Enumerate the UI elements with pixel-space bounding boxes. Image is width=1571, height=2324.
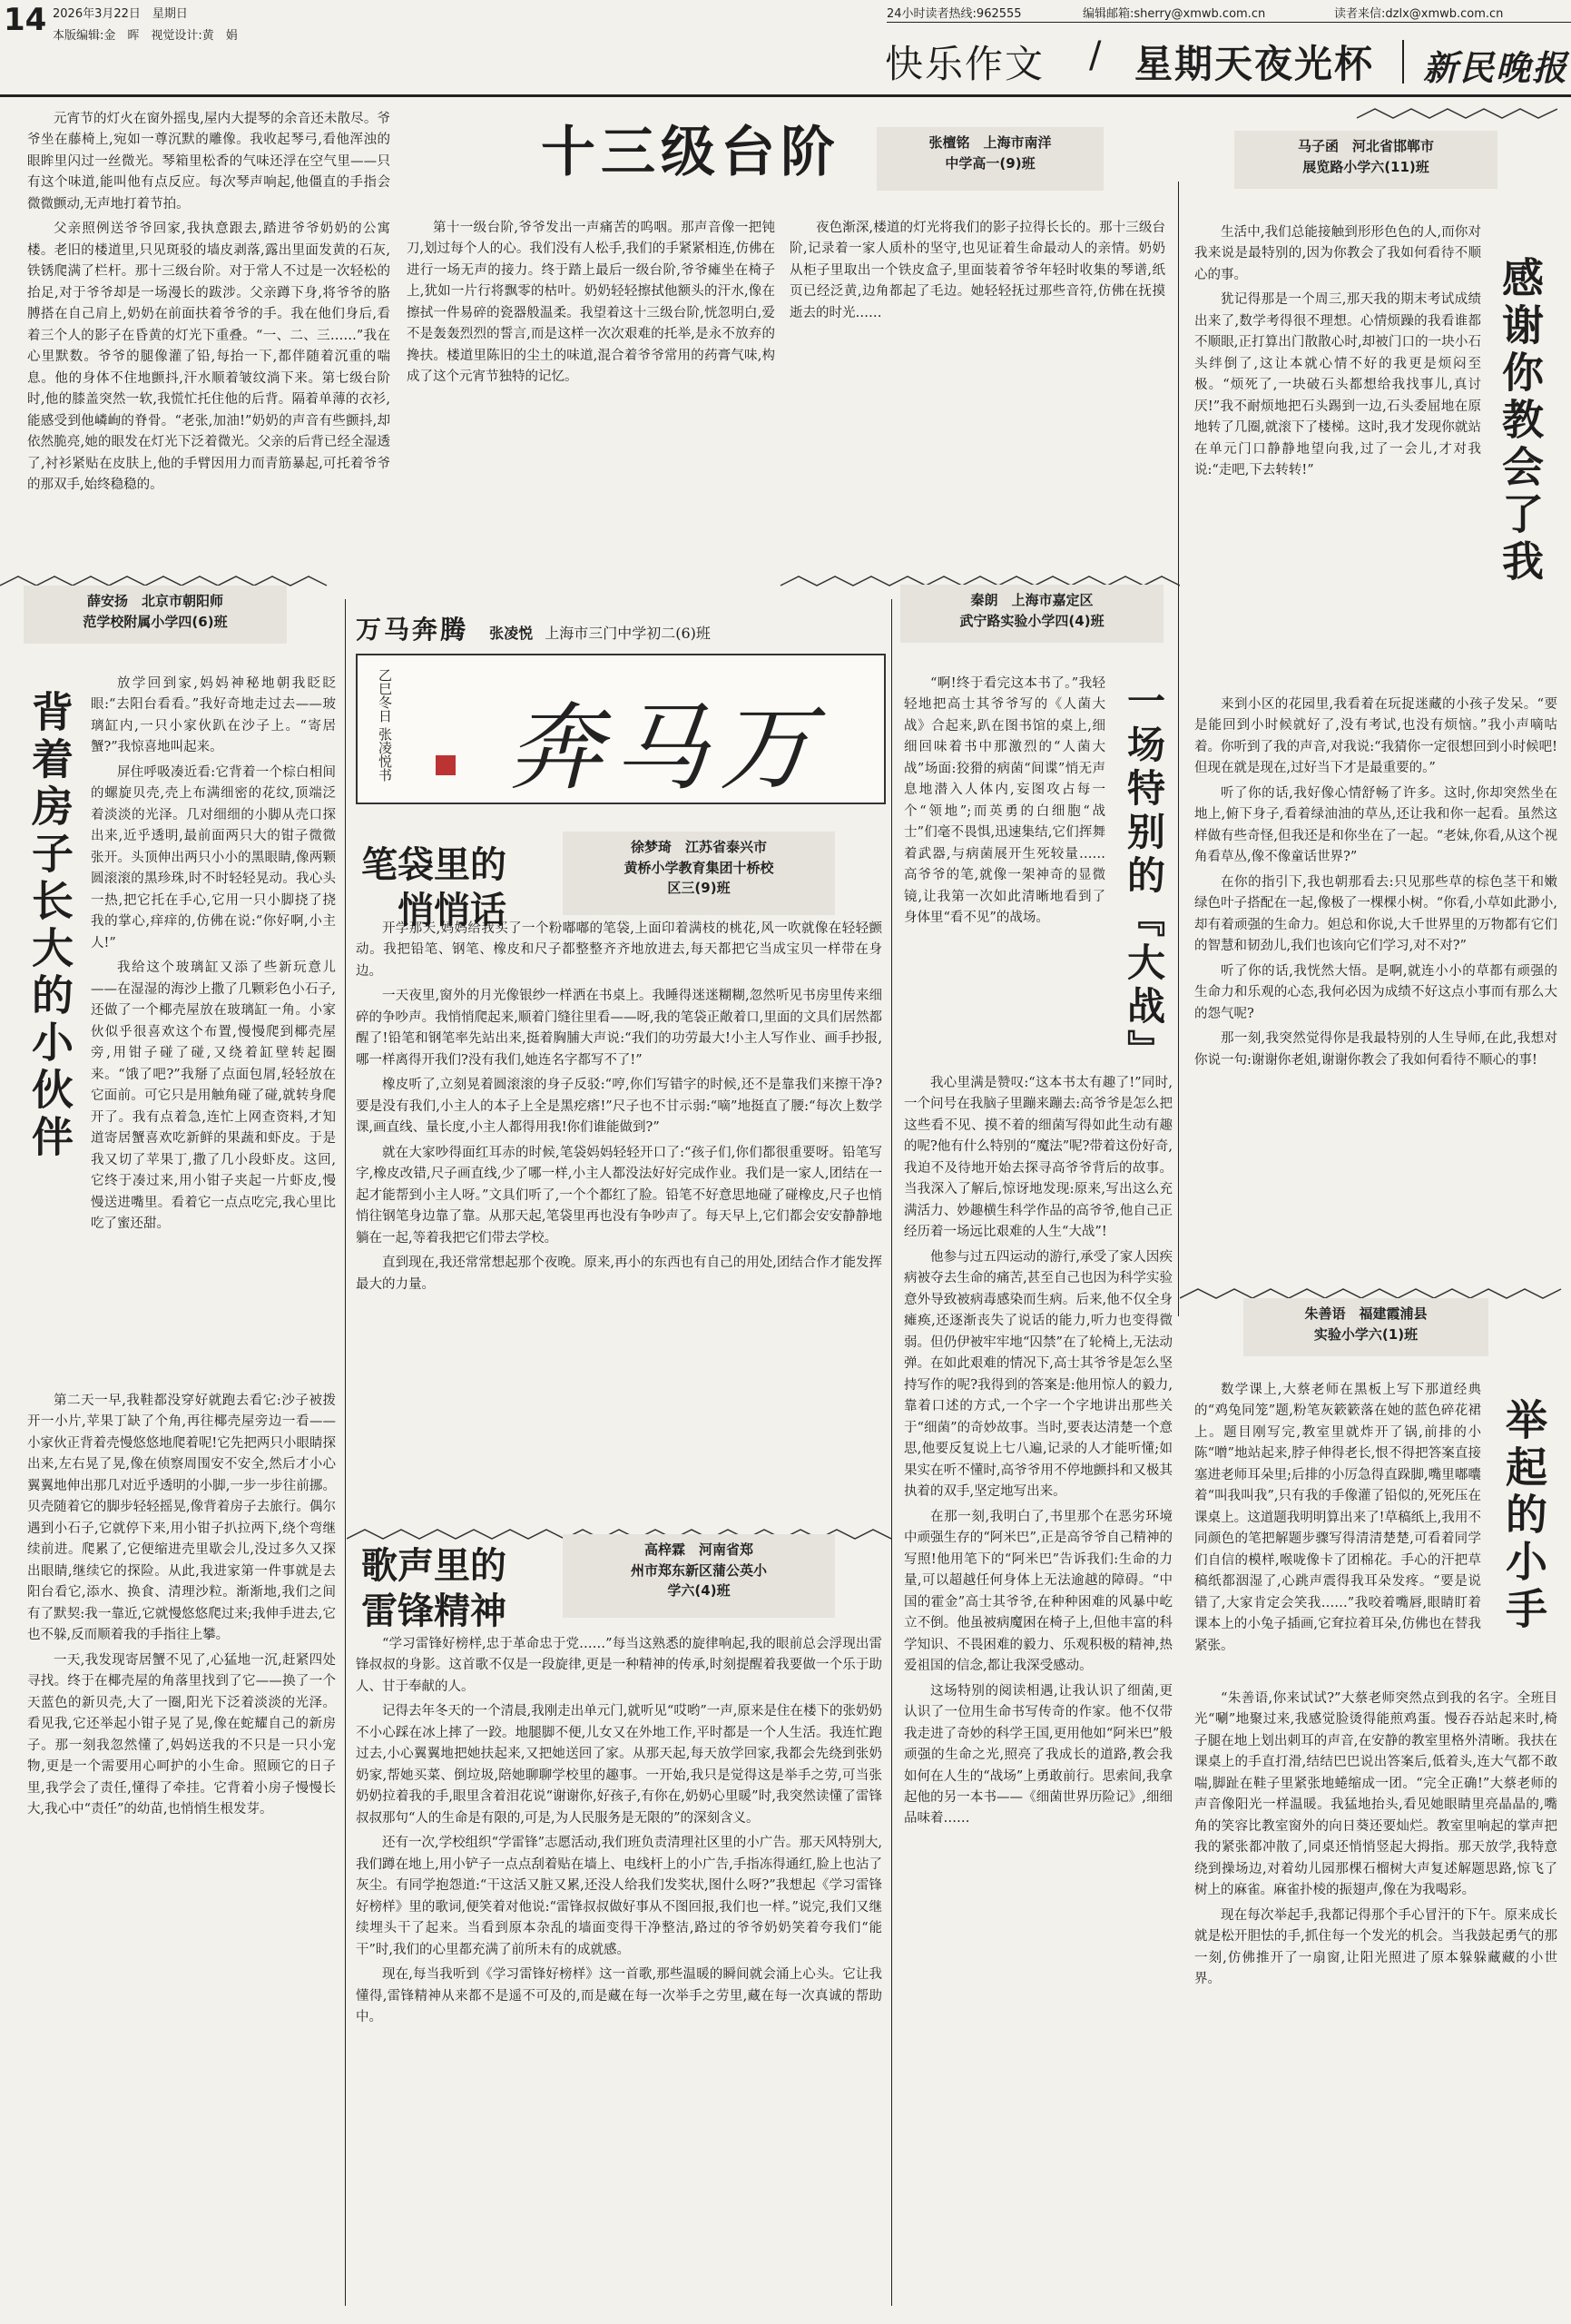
paragraph: 我给这个玻璃缸又添了些新玩意儿——在湿湿的海沙上撒了几颗彩色小石子,还做了一个椰壳屋放在玻璃缸一角。小家伙似乎很喜欢这个布置,慢慢爬到椰壳屋旁,用钳子碰了碰,又绕着缸壁转起圈来。“饿了吧?”我掰了点面包屑,轻轻放在它面前。可它只是用触角碰了碰,就转身爬开了。我有点着急,连忙上网查资料,才知道寄居蟹喜欢吃新鲜的果蔬和虾皮。于是我又切了苹果丁,撒了几小段虾皮。这回,它终于凑过来,用小钳子夹起一片虾皮,慢慢送进嘴里。看着它一点点吃完,我心里比吃了蜜还甜。 [91, 960, 336, 1232]
school-class: 范学校附属小学四(6)班 [83, 613, 228, 630]
paragraph: 一天,我发现寄居蟹不见了,心猛地一沉,赶紧四处寻找。终于在椰壳屋的角落里找到了它——换了一个天蓝色的新贝壳,大了一圈,阳光下泛着淡淡的光泽。看见我,它还举起小钳子晃了晃,像在蛇耀自己的新房子。那一刻我忽然懂了,妈妈送我的不只是一只小宠物,更是一个需要用心呵护的小生命。照顾它的日子里,我学会了责任,懂得了牵挂。它背着小房子慢慢长大,我心中“责任”的幼苗,也悄悄生根发芽。 [27, 1652, 336, 1817]
paragraph: 来到小区的花园里,我看着在玩捉迷藏的小孩子发呆。“要是能回到小时候就好了,没有考试,也没有烦恼。”我小声嘀咕着。你听到了我的声音,对我说:“我猜你一定很想回到小时候吧!但现在就是现在,过好当下才是最重要的。” [1194, 697, 1557, 776]
author-box [1243, 1298, 1488, 1356]
header [0, 0, 1571, 102]
school-name: 上海市南洋 [983, 134, 1052, 151]
paragraph: 现在每次举起手,我都记得那个手心冒汗的下午。原来成长就是松开胆怯的手,抓住每一个发光的机会。当我鼓起勇气的那一刻,仿佛推开了一扇窗,让阳光照进了原本躲躲藏藏的小世界。 [1194, 1907, 1557, 1987]
calligraphy-strokes: 万马奔 [507, 693, 824, 803]
artist-name: 张凌悦 [489, 625, 534, 642]
paragraph: 在你的指引下,我也朝那看去:只见那些草的棕色茎干和嫩绿色叶子搭配在一起,像极了一棵棵小树。“你看,小草如此渺小,却有着顽强的生命力。妲总和你说,大千世界里的万物都有它们的智慧和韧劲儿,我们也该向它们学习,对不对?” [1194, 874, 1557, 954]
paragraph: 元宵节的灯火在窗外摇曳,屋内大提琴的余音还未散尽。爷爷坐在藤椅上,宛如一尊沉默的雕像。我收起琴弓,看他浑浊的眼眸里闪过一丝微光。琴箱里松香的气味还浮在空气里——只有这个味道,能叫他有点反应。每次琴声响起,他僵直的手指会微微颤动,无声地打着节拍。 [27, 112, 390, 212]
school-class: 展览路小学六(11)班 [1302, 158, 1429, 175]
article-title: 一场特别的『大战』 [1122, 681, 1166, 1073]
paragraph: 第十一级台阶,爷爷发出一声痛苦的呜咽。那声音像一把钝刀,划过每个人的心。我们没有人松手,我们的手紧紧相连,仿佛在进行一场无声的接力。终于踏上最后一级台阶,爷爷瘫坐在椅子上,犹如一片行将飘零的枯叶。奶奶轻轻擦拭他额头的汗水,像在擦拭一件易碎的瓷器般温柔。我望着这十三级台阶,恍忽明白,爱不是轰轰烈烈的誓言,而是这样一次次艰难的托举,是永不放弃的搀扶。楼道里陈旧的尘土的味道,混合着爷爷常用的药膏气味,构成了这个元宵节独特的记忆。 [407, 221, 775, 385]
author-name: 高梓霖 [643, 1541, 685, 1558]
paragraph: 还有一次,学校组织“学雷锋”志愿活动,我们班负责清理社区里的小广告。那天风特别大,我们蹲在地上,用小铲子一点点刮着贴在墙上、电线杆上的小广告,手指冻得通红,脸上也沾了灰尘。有同学抱怨道:“干这活又脏又累,还没人给我们发奖状,图什么呀?”我想起《学习雷锋好榜样》里的歌词,便笑着对他说:“雷锋叔叔做好事从不图回报,我们也一样。”说完,我们又继续埋头干了起来。当看到原本杂乱的墙面变得干净整洁,路过的爷爷奶奶笑着夸我们“能干”时,我们的心里都充满了前所未有的成就感。 [356, 1836, 882, 1957]
article-column [27, 1391, 336, 2308]
paragraph: 这场特别的阅读相遇,让我认识了细菌,更认识了一位用生命书写传奇的作家。他不仅带我走进了奇妙的科学王国,更用他如“阿米巴”般顽强的生命之光,照亮了我成长的道路,教会我如何在人生的“战场”上勇敢前行。思索间,我拿起他的另一本书——《细菌世界历险记》,细细品味着…… [904, 1683, 1173, 1827]
paragraph: 犹记得那是一个周三,那天我的期末考试成绩出来了,数学考得很不理想。心情烦躁的我看谁都不顺眼,正打算出门散散心时,却被门口的一块小石头绊倒了,这让本就心情不好的我更是烦闷至极。“烦死了,一块破石头都想给我找事儿,真讨厌!”我不耐烦地把石头踢到一边,石头委屈地在原地转了几圈,就滚下了楼梯。这时,我才发现你就站在单元门口静静地望向我,过了一会儿,才对我说:“走吧,下去转转!” [1194, 292, 1481, 478]
article-column [407, 218, 775, 572]
paragraph: 就在大家吵得面红耳赤的时候,笔袋妈妈轻轻开口了:“孩子们,你们都很重要呀。铅笔写字,橡皮改错,尺子画直线,少了哪一样,小主人都没法好好完成作业。我们是一家人,团结在一起才能帮到小主人呀。”文具们听了,一个个都红了脸。铅笔不好意思地碰了碰橡皮,尺子也悄悄往钢笔身边靠了靠。从那天起,笔袋里再也没有争吵声了。每天早上,它们都会安安静静地躺在一起,等着我把它们带去学校。 [356, 1145, 882, 1246]
article-column [356, 919, 882, 1500]
school-name: 江苏省泰兴市 [685, 839, 768, 855]
school-class: 学六(4)班 [667, 1582, 731, 1599]
school-name: 河南省郑 [699, 1541, 754, 1558]
paragraph: 直到现在,我还常常想起那个夜晚。原来,再小的东西也有自己的用处,团结合作才能发挥最大的力量。 [356, 1256, 882, 1292]
reader-hotline: 24小时读者热线:962555 [887, 7, 1022, 21]
paragraph: 在那一刻,我明白了,书里那个在恶劣环境中顽强生存的“阿米巴”,正是高爷爷自己精神的写照!他用笔下的“阿米巴”告诉我们:生命的力量,可以超越任何身体上无法逾越的障碍。“中国的霍金”高士其爷爷,在种种困难的风暴中屹立不倒。他虽被病魔困在椅子上,但他丰富的科学知识、不畏困难的毅力、乐观积极的精神,热爱祖国的信念,都让我深受感动。 [904, 1509, 1173, 1674]
paragraph: 夜色渐深,楼道的灯光将我们的影子拉得长长的。那十三级台阶,记录着一家人质朴的坚守,也见证着生命最动人的亲情。奶奶从柜子里取出一个铁皮盒子,里面装着爷爷年轻时收集的琴谱,纸页已经泛黄,边角都起了毛边。她轻轻抚过那些音符,仿佛在抚摸逝去的时光…… [790, 221, 1165, 320]
calligraphy-header [356, 610, 882, 646]
author-name: 张檀铭 [928, 134, 970, 151]
author-box [563, 1534, 835, 1618]
title-line: 笔袋里的 [361, 843, 506, 886]
article-column [1194, 222, 1481, 694]
masthead-divider [1402, 40, 1404, 84]
school-name: 北京市朝阳师 [142, 593, 224, 609]
school-class: 黄桥小学教育集团十桥校 [623, 859, 774, 876]
reader-mail: 读者来信:dzlx@xmwb.com.cn [1334, 7, 1504, 21]
school-name: 河北省邯郸市 [1352, 138, 1435, 154]
author-name: 秦朗 [970, 592, 998, 608]
editor-email: 编辑邮箱:sherry@xmwb.com.cn [1083, 7, 1266, 21]
article-title: 背着房子长大的小伙伴 [25, 690, 74, 1162]
artist-school: 上海市三门中学初二(6)班 [545, 625, 711, 642]
school-name: 上海市嘉定区 [1011, 592, 1094, 608]
paragraph: 屏住呼吸凑近看:它背着一个棕白相间的螺旋贝壳,壳上布满细密的花纹,顶端泛着淡淡的光泽。几对细细的小脚从壳口探出来,近乎透明,最前面两只大的钳子微微张开。头顶伸出两只小小的黑眼睛,像两颗圆滚滚的黑珍珠,时不时轻轻晃动。我心头一热,把它托在手心,它用一只小脚挠了挠我的掌心,痒痒的,仿佛在说:“你好啊,小主人!” [91, 764, 336, 950]
paragraph: 生活中,我们总能接触到形形色色的人,而你对我来说是最特别的,因为你教会了我如何看待不顺心的事。 [1194, 225, 1481, 282]
paragraph: 我心里满是赞叹:“这本书太有趣了!”同时,一个问号在我脑子里蹦来蹦去:高爷爷是怎么把这些看不见、摸不着的细菌写得如此生动有趣的呢?他有什么特别的“魔法”呢?带着这份好奇,我迫不及待地开始去探寻高爷爷背后的故事。当我深入了解后,惊讶地发现:原来,写出这么充满活力、妙趣横生科学作品的高爷爷,他自己正经历着一场远比艰难的人生“大战”! [904, 1076, 1173, 1240]
author-name: 朱善语 [1304, 1305, 1346, 1322]
author-box [563, 832, 835, 915]
calligraphy-inscription: 乙巳冬日 张凌悦书 [377, 668, 393, 782]
school-class: 州市郑东新区蒲公英小 [630, 1561, 767, 1579]
author-box [877, 127, 1104, 191]
paragraph: 放学回到家,妈妈神秘地朝我眨眨眼:“去阳台看看。”我好奇地走过去——玻璃缸内,一只小家伙趴在沙子上。“寄居蟹?”我惊喜地叫起来。 [91, 676, 336, 755]
artist-seal-stamp [436, 755, 456, 775]
title-line: 歌声里的 [361, 1544, 506, 1587]
paragraph: 橡皮听了,立刻晃着圆滚滚的身子反驳:“哼,你们写错字的时候,还不是靠我们来擦干净?要是没有我们,小主人的本子上全是黑疙瘩!”尺子也不甘示弱:“嘀”地挺直了腰:“每次上数学课,画直线、量长度,小主人都得用我!你们谁能做到?” [356, 1078, 882, 1136]
paragraph: 数学课上,大蔡老师在黑板上写下那道经典的“鸡兔同笼”题,粉笔灰簌簌落在她的蓝色碎花裙上。题目刚写完,教室里就炸开了锅,前排的小陈“噌”地站起来,脖子伸得老长,恨不得把答案直接塞进老师耳朵里;后排的小厉急得直跺脚,嘴里嘟囔着“叫我叫我”,只有我的手像灌了铅似的,死死压在课桌上。这道题我明明算出来了!草稿纸上,我用不同颜色的笔把解题步骤写得清清楚楚,可看着同学们自信的模样,喉咙像卡了团棉花。手心的汗把草稿纸都洇湿了,心跳声震得我耳朵发疼。“要是说错了,大家肯定会笑我……”我咬着嘴唇,眼睛盯着课本上的小兔子插画,它耷拉着耳朵,仿佛也在替我紧张。 [1194, 1383, 1481, 1653]
masthead-logo: 新民晚报 [1423, 47, 1569, 88]
school-class: 区三(9)班 [667, 880, 731, 896]
header-rule-bottom [0, 94, 1571, 97]
paragraph: 那一刻,我突然觉得你是我最特别的人生导师,在此,我想对你说一句:谢谢你老姐,谢谢你教会了我如何看待不顺心的事! [1194, 1031, 1557, 1068]
article-column [91, 674, 336, 1391]
school-name: 福建霞浦县 [1359, 1305, 1428, 1322]
article-title: 感谢你教会了我 [1496, 256, 1545, 586]
school-class: 实验小学六(1)班 [1313, 1325, 1419, 1343]
article-title [361, 1543, 506, 1634]
column-divider [345, 599, 346, 2306]
author-name: 徐梦琦 [630, 839, 672, 855]
header-rule-top [887, 22, 1571, 23]
paragraph: 一天夜里,窗外的月光像银纱一样洒在书桌上。我睡得迷迷糊糊,忽然听见书房里传来细碎的争吵声。我悄悄爬起来,顺着门缝往里看——呀,我的笔袋正敞着口,里面的文具们居然都醒了!铅笔和钢笔率先站出来,挺着胸脯大声说:“我们的功劳最大!小主人写作业、画手抄报,哪一样离得开我们?没有我们,她连名字都写不了!” [356, 989, 882, 1068]
paragraph: “朱善语,你来试试?”大蔡老师突然点到我的名字。全班目光“唰”地聚过来,我感觉脸烫得能煎鸡蛋。慢吞吞站起来时,椅子腿在地上划出刺耳的声音,在安静的教室里格外清晰。我扶在课桌上的手直打滑,结结巴巴说出答案后,低着头,连大气都不敢喘,脚趾在鞋子里紧张地蜷缩成一团。“完全正确!”大蔡老师的声音像阳光一样温暖。我猛地抬头,看见她眼睛里亮晶晶的,嘴角的笑容比教室窗外的向日葵还要灿烂。教室里响起的掌声把我的紧张都冲散了,同桌还悄悄竖起大拇指。那天放学,我特意绕到操场边,对着幼儿园那棵石榴树大声复述解题思路,惊飞了树上的麻雀。麻雀扑棱的振翅声,像在为我喝彩。 [1194, 1691, 1557, 1898]
author-name: 薛安扬 [86, 593, 128, 609]
paragraph: “啊!终于看完这本书了。”我轻轻地把高士其爷爷写的《人菌大战》合起来,趴在图书馆的桌上,细细回味着书中那激烈的“人菌大战”场面:狡猾的病菌“间谍”悄无声息地潜入人体内,妄图攻占每一个“领地”;而英勇的白细胞“战士”们毫不畏惧,迅速集结,它们挥舞着武器,与病菌展开生死较量……高爷爷的笔,就像一架神奇的显微镜,让我第一次如此清晰地看到了身体里“看不见”的战场。 [904, 676, 1105, 926]
paragraph: 开学那天,妈妈给我买了一个粉嘟嘟的笔袋,上面印着满枝的桃花,风一吹就像在轻轻颤动。我把铅笔、钢笔、橡皮和尺子都整整齐齐地放进去,每天都把它当成宝贝一样带在身边。 [356, 921, 882, 979]
issue-date: 2026年3月22日 星期日 [53, 7, 188, 21]
school-class: 中学高一(9)班 [945, 154, 1036, 172]
paragraph: 现在,每当我听到《学习雷锋好榜样》这一首歌,那些温暖的瞬间就会涌上心头。它让我懂得,雷锋精神从来都不是遥不可及的,而是藏在每一次举手之劳里,藏在每一次真诚的帮助中。 [356, 1967, 882, 2025]
article-title: 十三级台阶 [541, 121, 840, 184]
title-line: 悄悄话 [398, 889, 506, 931]
article-column [904, 674, 1105, 1073]
section-title: 快乐作文 [885, 42, 1046, 86]
paragraph: 记得去年冬天的一个清晨,我刚走出单元门,就听见“哎哟”一声,原来是住在楼下的张奶奶不小心踩在冰上摔了一跤。地腿脚不便,儿女又在外地工作,平时都是一个人生活。我连忙跑过去,小心翼翼地把她扶起来,又把她送回了家。从那天起,每天放学回家,我都会先绕到张奶奶家,帮她买菜、倒垃圾,陪她聊聊学校里的趣事。一开始,我只是觉得这是举手之劳,可当张奶奶拉着我的手,眼里含着泪花说“谢谢你,好孩子,有你在,奶奶心里暖”时,我突然读懂了雷锋叔叔那句“人的生命是有限的,可是,为人民服务是无限的”的深刻含义。 [356, 1704, 882, 1826]
author-box [1234, 131, 1497, 189]
paragraph: 听了你的话,我好像心情舒畅了许多。这时,你却突然坐在地上,俯下身子,看着绿油油的草丛,还让我和你一起看。虽然这样做有些奇怪,但我还是和你坐在了一起。“老妹,你看,从这个视角看草丛,像不像童话世界?” [1194, 785, 1557, 865]
column-divider [891, 599, 892, 2306]
article-column [904, 1073, 1173, 2308]
article-column [27, 109, 390, 572]
paragraph: 第二天一早,我鞋都没穿好就跑去看它:沙子被拨开一小片,苹果丁缺了个角,再往椰壳屋旁边一看——小家伙正背着壳慢悠悠地爬着呢!它先把两只小眼睛探出来,左右晃了晃,像在侦察周围安不安全,然后才小心翼翼地伸出那几对近乎透明的小脚,一步一步往前挪。贝壳随着它的脚步轻轻摇晃,像背着房子去旅行。偶尔遇到小石子,它就停下来,用小钳子扒拉两下,绕个弯继续前进。爬累了,它便缩进壳里歇会儿,没过多久又探出眼睛,继续它的探险。从此,我进家第一件事就是去阳台看它,添水、换食、清理沙粒。渐渐地,我们之间有了默契:我一靠近,它就慢悠悠爬过来;我伸手进去,它也不躲,反而顺着我的手指往上攀。 [27, 1393, 336, 1643]
paragraph: 听了你的话,我恍然大悟。是啊,就连小小的草都有顽强的生命力和乐观的心态,我何必因为成绩不好这点小事而有那么大的怨气呢? [1194, 963, 1557, 1021]
article-column [790, 218, 1165, 572]
paragraph: “学习雷锋好榜样,忠于革命忠于党……”每当这熟悉的旋律响起,我的眼前总会浮现出雷锋叔叔的身影。这首歌不仅是一段旋律,更是一种精神的传承,时刻提醒着我要做一个乐于助人、甘于奉献的人。 [356, 1637, 882, 1694]
author-box [900, 585, 1164, 643]
editors-line: 本版编辑:金 晖 视觉设计:黄 娟 [53, 29, 238, 43]
page-number: 14 [4, 2, 47, 38]
artwork-title: 万马奔腾 [356, 615, 469, 645]
article-title: 举起的小手 [1499, 1398, 1548, 1634]
school-class: 武宁路实验小学四(4)班 [959, 612, 1105, 629]
column-divider [1178, 182, 1179, 1316]
author-name: 马子函 [1297, 138, 1339, 154]
title-line: 雷锋精神 [361, 1590, 506, 1632]
article-column [1194, 1689, 1557, 2306]
column-title: 星期天夜光杯 [1134, 42, 1375, 86]
article-column [356, 1634, 882, 2306]
section-slash: / [1089, 34, 1102, 76]
paragraph: 父亲照例送爷爷回家,我执意跟去,踏进爷爷奶奶的公寓楼。老旧的楼道里,只见斑驳的墙皮剥落,露出里面发黄的石灰,铁锈爬满了栏杆。那十三级台阶。对于常人不过是一次轻松的抬足,对于爷爷却是一场漫长的跋涉。父亲蹲下身,将爷爷的胳膊搭在自己肩上,奶奶在前面扶着爷爷的手。我在他们身后,看着三个人的影子在昏黄的灯光下重叠。“一、二、三……”我在心里默数。爷爷的腿像灌了铅,每抬一下,都伴随着沉重的喘息。他的身体不住地颤抖,汗水顺着皱纹淌下来。第七级台阶时,他的膝盖突然一软,我慌忙托住他的后背。隔着单薄的衣衫,能感受到他嶙峋的脊骨。“老张,加油!”奶奶的声音有些颤抖,却依然脆亮,她的眼发在灯光下泛着微光。父亲的后背已经全湿透了,衬衫紧贴在皮肤上,他的手臂因用力而青筋暴起,可托着爷爷的那双手,始终稳稳的。 [27, 222, 390, 493]
article-column [1194, 1380, 1481, 1689]
calligraphy-artwork [356, 654, 886, 804]
paragraph: 他参与过五四运动的游行,承受了家人因疾病被夺去生命的痛苦,甚至自己也因为科学实验意外导致被病毒感染而生病。后来,他不仅全身瘫痪,还逐渐丧失了说话的能力,听力也变得微弱。但仍伊被牢牢地“囚禁”在了轮椅上,无法动弹。在如此艰难的情况下,高士其爷爷是怎么坚持写作的呢?我得到的答案是:他用惊人的毅力,靠着口述的方式,一个字一个字地讲出那些关于“细菌”的奇妙故事。当时,要表达清楚一个意思,他要反复说上七八遍,记录的人才能听懂;如果实在听不懂时,高爷爷用不停地颤抖和又极其执着的双手,坚定地写出来。 [904, 1249, 1173, 1500]
article-column [1194, 694, 1557, 1275]
author-box [24, 586, 287, 644]
